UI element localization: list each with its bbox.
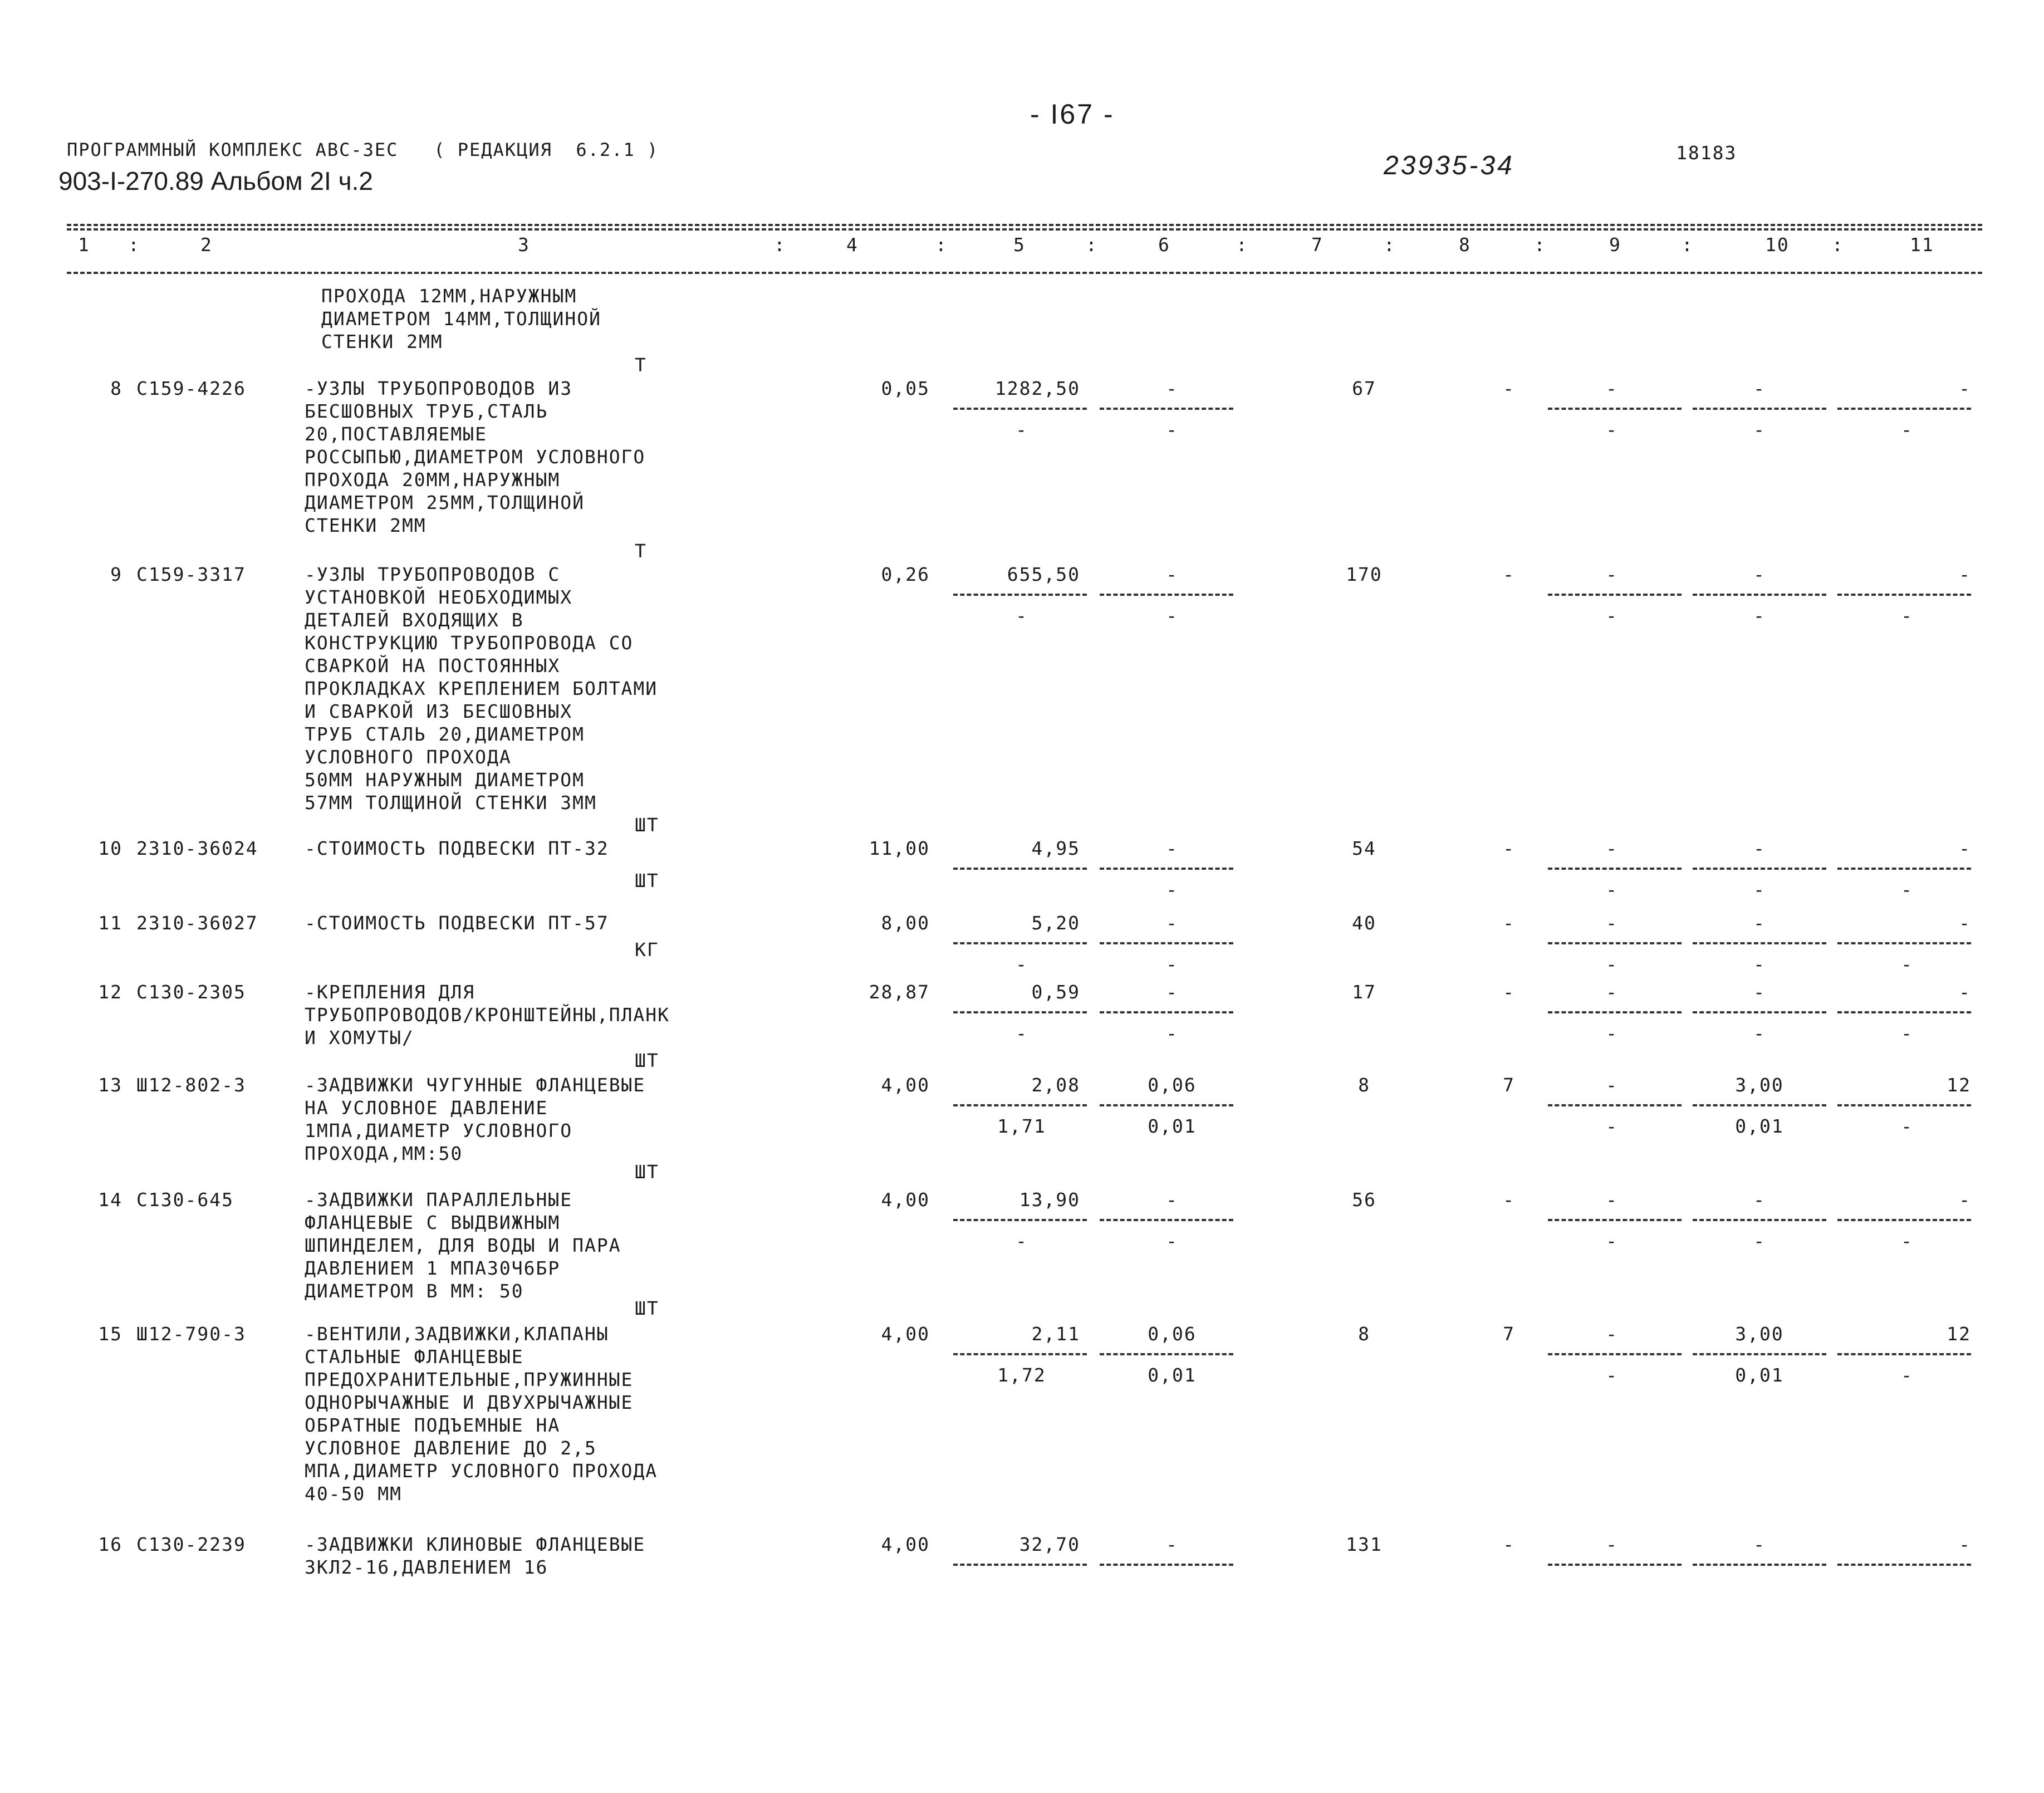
- cell-col10-bottom: 0,01: [1735, 1115, 1784, 1137]
- cell-divider: [953, 942, 1087, 944]
- page-number: - I67 -: [1030, 99, 1115, 130]
- cell-divider: [1100, 408, 1233, 410]
- row-description-line: УСТАНОВКОЙ НЕОБХОДИМЫХ: [305, 586, 573, 608]
- row-unit: Т: [635, 540, 647, 562]
- cell-col11-bottom: -: [1901, 605, 1913, 626]
- cell-col7: 56: [1352, 1189, 1376, 1211]
- cell-divider: [1548, 1353, 1682, 1355]
- cell-divider: [1100, 1353, 1233, 1355]
- row-description-line: НА УСЛОВНОЕ ДАВЛЕНИЕ: [305, 1097, 548, 1119]
- row-description-line: -УЗЛЫ ТРУБОПРОВОДОВ ИЗ: [305, 378, 573, 399]
- cell-col9-top: -: [1606, 1323, 1618, 1345]
- row-description-line: ПРОКЛАДКАХ КРЕПЛЕНИЕМ БОЛТАМИ: [305, 678, 658, 699]
- cell-divider: [1693, 868, 1826, 870]
- cell-col9-top: -: [1606, 981, 1618, 1003]
- cell-col11-top: -: [1959, 837, 1971, 859]
- cell-col11-top: -: [1959, 912, 1971, 934]
- cell-col10-top: -: [1753, 1189, 1766, 1211]
- cell-col8: -: [1503, 564, 1515, 585]
- header-rule-top: [67, 224, 1982, 226]
- cell-col10-bottom: -: [1753, 953, 1766, 975]
- row-description-line: УСЛОВНОЕ ДАВЛЕНИЕ ДО 2,5: [305, 1437, 597, 1459]
- row-description-line: ЗКЛ2-16,ДАВЛЕНИЕМ 16: [305, 1556, 548, 1578]
- cell-col8: -: [1503, 1189, 1515, 1211]
- cell-divider: [953, 1219, 1087, 1221]
- cell-col10-top: 3,00: [1735, 1323, 1784, 1345]
- cell-col5-bottom: -: [1016, 1230, 1028, 1252]
- continuation-line: СТЕНКИ 2ММ: [321, 331, 443, 352]
- cell-col7: 54: [1352, 837, 1376, 859]
- cell-divider: [1837, 1564, 1971, 1566]
- cell-col4: 11,00: [869, 837, 930, 859]
- cell-divider: [1548, 594, 1682, 596]
- header-rule-top-2: [67, 228, 1982, 231]
- column-header-6: 6: [1158, 234, 1170, 256]
- row-unit: ШТ: [635, 814, 659, 836]
- cell-col6-bottom: -: [1166, 419, 1178, 440]
- cell-col6-bottom: -: [1166, 1230, 1178, 1252]
- cell-divider: [1100, 1564, 1233, 1566]
- cell-col7: 131: [1346, 1534, 1383, 1555]
- row-description-line: -СТОИМОСТЬ ПОДВЕСКИ ПТ-57: [305, 912, 609, 934]
- cell-col6-top: -: [1166, 837, 1178, 859]
- cell-divider: [1548, 1564, 1682, 1566]
- cell-col4: 4,00: [881, 1074, 930, 1096]
- row-description-line: -ЗАДВИЖКИ ЧУГУННЫЕ ФЛАНЦЕВЫЕ: [305, 1074, 646, 1096]
- cell-col8: 7: [1503, 1074, 1515, 1096]
- program-header: ПРОГРАММНЫЙ КОМПЛЕКС АВС-3ЕС ( РЕДАКЦИЯ 6.2.1 ): [67, 139, 659, 160]
- row-description-line: КОНСТРУКЦИЮ ТРУБОПРОВОДА СО: [305, 632, 634, 654]
- row-description-line: 40-50 ММ: [305, 1483, 402, 1505]
- row-description-line: БЕСШОВНЫХ ТРУБ,СТАЛЬ: [305, 400, 548, 422]
- cell-col8: -: [1503, 981, 1515, 1003]
- cell-divider: [953, 868, 1087, 870]
- cell-divider: [953, 1564, 1087, 1566]
- cell-col11-top: -: [1959, 378, 1971, 399]
- column-header-separator: :: [128, 234, 140, 256]
- row-description-line: 20,ПОСТАВЛЯЕМЫЕ: [305, 423, 488, 445]
- header-rule-bottom: [67, 272, 1982, 274]
- cell-divider: [1837, 594, 1971, 596]
- cell-col10-top: -: [1753, 912, 1766, 934]
- cell-col9-top: -: [1606, 912, 1618, 934]
- cell-divider: [1100, 594, 1233, 596]
- row-code: Ш12-802-3: [136, 1074, 246, 1096]
- cell-col9-bottom: -: [1606, 1115, 1618, 1137]
- row-description-line: 57ММ ТОЛЩИНОЙ СТЕНКИ 3ММ: [305, 792, 597, 814]
- cell-col5-top: 13,90: [1019, 1189, 1080, 1211]
- cell-divider: [953, 1011, 1087, 1013]
- cell-col5-top: 0,59: [1031, 981, 1080, 1003]
- column-header-separator: :: [1682, 234, 1694, 256]
- cell-col5-bottom: 1,71: [997, 1115, 1046, 1137]
- column-header-1: 1: [78, 234, 90, 256]
- cell-col4: 4,00: [881, 1534, 930, 1555]
- cell-divider: [1693, 408, 1826, 410]
- cell-col11-top: -: [1959, 564, 1971, 585]
- cell-col10-bottom: -: [1753, 879, 1766, 900]
- cell-col6-bottom: 0,01: [1148, 1364, 1197, 1386]
- cell-col11-bottom: -: [1901, 1115, 1913, 1137]
- cell-col11-top: 12: [1947, 1074, 1971, 1096]
- row-description-line: ШПИНДЕЛЕМ, ДЛЯ ВОДЫ И ПАРА: [305, 1234, 621, 1256]
- row-number: 15: [98, 1323, 122, 1345]
- column-header-separator: :: [935, 234, 948, 256]
- cell-col5-top: 655,50: [1007, 564, 1080, 585]
- row-description-line: ДИАМЕТРОМ 25ММ,ТОЛЩИНОЙ: [305, 492, 585, 513]
- cell-col5-bottom: -: [1016, 605, 1028, 626]
- continuation-line: ДИАМЕТРОМ 14ММ,ТОЛЩИНОЙ: [321, 308, 601, 330]
- cell-col8: -: [1503, 912, 1515, 934]
- column-header-2: 2: [200, 234, 213, 256]
- row-code: 2310-36027: [136, 912, 258, 934]
- cell-col5-top: 32,70: [1019, 1534, 1080, 1555]
- cell-col11-top: -: [1959, 981, 1971, 1003]
- cell-col6-bottom: -: [1166, 605, 1178, 626]
- cell-divider: [1693, 1353, 1826, 1355]
- document-code: 18183: [1676, 142, 1737, 164]
- cell-col7: 170: [1346, 564, 1383, 585]
- cell-col6-bottom: -: [1166, 1022, 1178, 1044]
- continuation-line: ПРОХОДА 12ММ,НАРУЖНЫМ: [321, 285, 577, 307]
- row-unit: КГ: [635, 939, 659, 961]
- row-description-line: МПА,ДИАМЕТР УСЛОВНОГО ПРОХОДА: [305, 1460, 658, 1482]
- cell-col4: 28,87: [869, 981, 930, 1003]
- cell-col4: 0,05: [881, 378, 930, 399]
- cell-divider: [1693, 1104, 1826, 1106]
- cell-col10-bottom: 0,01: [1735, 1364, 1784, 1386]
- cell-col5-top: 5,20: [1031, 912, 1080, 934]
- cell-col10-top: -: [1753, 837, 1766, 859]
- row-description-line: ТРУБОПРОВОДОВ/КРОНШТЕЙНЫ,ПЛАНК: [305, 1004, 670, 1026]
- cell-col11-bottom: -: [1901, 1022, 1913, 1044]
- column-header-11: 11: [1910, 234, 1934, 256]
- cell-divider: [1100, 942, 1233, 944]
- row-number: 10: [98, 837, 122, 859]
- column-header-8: 8: [1459, 234, 1471, 256]
- cell-col5-top: 1282,50: [994, 378, 1080, 399]
- cell-divider: [1548, 868, 1682, 870]
- row-code: С130-645: [136, 1189, 234, 1211]
- column-header-10: 10: [1765, 234, 1790, 256]
- cell-col9-top: -: [1606, 1189, 1618, 1211]
- cell-col9-bottom: -: [1606, 1022, 1618, 1044]
- cell-col9-top: -: [1606, 837, 1618, 859]
- row-description-line: -ВЕНТИЛИ,ЗАДВИЖКИ,КЛАПАНЫ: [305, 1323, 609, 1345]
- column-header-5: 5: [1013, 234, 1026, 256]
- row-code: 2310-36024: [136, 837, 258, 859]
- row-number: 11: [98, 912, 122, 934]
- row-description-line: ПРОХОДА,ММ:50: [305, 1143, 463, 1164]
- cell-divider: [953, 1353, 1087, 1355]
- cell-col8: -: [1503, 378, 1515, 399]
- cell-divider: [953, 408, 1087, 410]
- row-unit: ШТ: [635, 1297, 659, 1319]
- cell-col9-top: -: [1606, 378, 1618, 399]
- cell-divider: [1837, 942, 1971, 944]
- row-description-line: ОДНОРЫЧАЖНЫЕ И ДВУХРЫЧАЖНЫЕ: [305, 1392, 634, 1413]
- cell-col6-top: -: [1166, 1189, 1178, 1211]
- row-unit: ШТ: [635, 1050, 659, 1071]
- row-code: С130-2305: [136, 981, 246, 1003]
- row-description-line: -СТОИМОСТЬ ПОДВЕСКИ ПТ-32: [305, 837, 609, 859]
- column-header-3: 3: [518, 234, 530, 256]
- cell-col11-top: 12: [1947, 1323, 1971, 1345]
- row-code: С159-3317: [136, 564, 246, 585]
- cell-col6-top: -: [1166, 564, 1178, 585]
- cell-col6-bottom: 0,01: [1148, 1115, 1197, 1137]
- cell-col6-top: 0,06: [1148, 1074, 1197, 1096]
- column-header-separator: :: [1832, 234, 1844, 256]
- row-description-line: ДИАМЕТРОМ В ММ: 50: [305, 1280, 524, 1302]
- row-description-line: 1МПА,ДИАМЕТР УСЛОВНОГО: [305, 1120, 573, 1142]
- cell-col10-bottom: -: [1753, 605, 1766, 626]
- cell-col5-top: 4,95: [1031, 837, 1080, 859]
- column-header-4: 4: [846, 234, 859, 256]
- cell-col11-bottom: -: [1901, 419, 1913, 440]
- cell-divider: [1693, 1564, 1826, 1566]
- row-description-line: ПРОХОДА 20ММ,НАРУЖНЫМ: [305, 469, 561, 491]
- cell-col10-bottom: -: [1753, 1022, 1766, 1044]
- row-description-line: -КРЕПЛЕНИЯ ДЛЯ: [305, 981, 476, 1003]
- cell-col6-top: -: [1166, 981, 1178, 1003]
- cell-col5-bottom: 1,72: [997, 1364, 1046, 1386]
- row-description-line: И ХОМУТЫ/: [305, 1027, 414, 1049]
- row-number: 14: [98, 1189, 122, 1211]
- cell-col5-bottom: -: [1016, 419, 1028, 440]
- column-header-separator: :: [1384, 234, 1396, 256]
- cell-col7: 8: [1358, 1323, 1370, 1345]
- cell-col6-top: 0,06: [1148, 1323, 1197, 1345]
- cell-col8: -: [1503, 837, 1515, 859]
- cell-col10-bottom: -: [1753, 419, 1766, 440]
- column-header-9: 9: [1609, 234, 1621, 256]
- cell-col11-bottom: -: [1901, 953, 1913, 975]
- cell-col6-bottom: -: [1166, 879, 1178, 900]
- cell-divider: [1548, 408, 1682, 410]
- cell-divider: [1837, 1011, 1971, 1013]
- column-header-separator: :: [1236, 234, 1248, 256]
- row-description-line: -ЗАДВИЖКИ КЛИНОВЫЕ ФЛАНЦЕВЫЕ: [305, 1534, 646, 1555]
- cell-divider: [1693, 594, 1826, 596]
- cell-divider: [1548, 942, 1682, 944]
- row-description-line: СВАРКОЙ НА ПОСТОЯННЫХ: [305, 655, 561, 677]
- cell-divider: [1100, 1011, 1233, 1013]
- cell-col7: 67: [1352, 378, 1376, 399]
- row-code: С130-2239: [136, 1534, 246, 1555]
- cell-col9-bottom: -: [1606, 879, 1618, 900]
- cell-col7: 40: [1352, 912, 1376, 934]
- cell-col11-top: -: [1959, 1189, 1971, 1211]
- row-description-line: ТРУБ СТАЛЬ 20,ДИАМЕТРОМ: [305, 723, 585, 745]
- cell-divider: [1837, 1353, 1971, 1355]
- row-code: С159-4226: [136, 378, 246, 399]
- row-number: 9: [110, 564, 122, 585]
- row-description-line: ДАВЛЕНИЕМ 1 МПА30Ч6БР: [305, 1257, 561, 1279]
- row-code: Ш12-790-3: [136, 1323, 246, 1345]
- cell-divider: [1693, 942, 1826, 944]
- row-unit: Т: [635, 354, 647, 376]
- handwritten-code: 23935-34: [1384, 151, 1514, 180]
- cell-col9-bottom: -: [1606, 1230, 1618, 1252]
- cell-divider: [1837, 1219, 1971, 1221]
- cell-col9-bottom: -: [1606, 605, 1618, 626]
- column-header-7: 7: [1311, 234, 1324, 256]
- cell-col9-bottom: -: [1606, 953, 1618, 975]
- cell-col6-top: -: [1166, 378, 1178, 399]
- cell-col11-top: -: [1959, 1534, 1971, 1555]
- row-description-line: -ЗАДВИЖКИ ПАРАЛЛЕЛЬНЫЕ: [305, 1189, 573, 1211]
- cell-col4: 4,00: [881, 1189, 930, 1211]
- cell-col10-top: -: [1753, 564, 1766, 585]
- cell-col5-top: 2,11: [1031, 1323, 1080, 1345]
- cell-col11-bottom: -: [1901, 1364, 1913, 1386]
- row-description-line: ДЕТАЛЕЙ ВХОДЯЩИХ В: [305, 609, 524, 631]
- cell-col6-top: -: [1166, 1534, 1178, 1555]
- cell-divider: [1100, 868, 1233, 870]
- cell-col6-top: -: [1166, 912, 1178, 934]
- cell-divider: [1548, 1219, 1682, 1221]
- cell-col7: 8: [1358, 1074, 1370, 1096]
- cell-col9-top: -: [1606, 1074, 1618, 1096]
- cell-col8: -: [1503, 1534, 1515, 1555]
- cell-col9-top: -: [1606, 1534, 1618, 1555]
- column-header-separator: :: [1086, 234, 1098, 256]
- cell-col9-bottom: -: [1606, 419, 1618, 440]
- cell-col9-bottom: -: [1606, 1364, 1618, 1386]
- cell-col11-bottom: -: [1901, 879, 1913, 900]
- cell-divider: [1548, 1104, 1682, 1106]
- cell-col8: 7: [1503, 1323, 1515, 1345]
- row-description-line: СТЕНКИ 2ММ: [305, 515, 427, 536]
- row-description-line: УСЛОВНОГО ПРОХОДА: [305, 746, 512, 768]
- row-description-line: ФЛАНЦЕВЫЕ С ВЫДВИЖНЫМ: [305, 1212, 561, 1233]
- cell-col5-top: 2,08: [1031, 1074, 1080, 1096]
- cell-col4: 8,00: [881, 912, 930, 934]
- cell-col4: 4,00: [881, 1323, 930, 1345]
- cell-divider: [1837, 868, 1971, 870]
- row-description-line: 50ММ НАРУЖНЫМ ДИАМЕТРОМ: [305, 769, 585, 791]
- row-number: 16: [98, 1534, 122, 1555]
- row-number: 8: [110, 378, 122, 399]
- row-unit: ШТ: [635, 1161, 659, 1183]
- row-description-line: РОССЫПЬЮ,ДИАМЕТРОМ УСЛОВНОГО: [305, 446, 646, 468]
- cell-divider: [1837, 1104, 1971, 1106]
- cell-col10-bottom: -: [1753, 1230, 1766, 1252]
- row-number: 12: [98, 981, 122, 1003]
- cell-divider: [953, 594, 1087, 596]
- row-description-line: ПРЕДОХРАНИТЕЛЬНЫЕ,ПРУЖИННЫЕ: [305, 1369, 634, 1390]
- cell-divider: [1100, 1219, 1233, 1221]
- row-description-line: ОБРАТНЫЕ ПОДЪЕМНЫЕ НА: [305, 1414, 561, 1436]
- cell-divider: [1548, 1011, 1682, 1013]
- cell-divider: [1693, 1011, 1826, 1013]
- cell-divider: [1837, 408, 1971, 410]
- cell-col10-top: -: [1753, 378, 1766, 399]
- row-number: 13: [98, 1074, 122, 1096]
- cell-col6-bottom: -: [1166, 953, 1178, 975]
- cell-col10-top: -: [1753, 1534, 1766, 1555]
- cell-divider: [1100, 1104, 1233, 1106]
- cell-col10-top: 3,00: [1735, 1074, 1784, 1096]
- row-description-line: -УЗЛЫ ТРУБОПРОВОДОВ С: [305, 564, 561, 585]
- row-description-line: СТАЛЬНЫЕ ФЛАНЦЕВЫЕ: [305, 1346, 524, 1368]
- cell-col11-bottom: -: [1901, 1230, 1913, 1252]
- cell-col9-top: -: [1606, 564, 1618, 585]
- cell-col7: 17: [1352, 981, 1376, 1003]
- project-title: 903-I-270.89 Альбом 2I ч.2: [58, 166, 373, 195]
- row-description-line: И СВАРКОЙ ИЗ БЕСШОВНЫХ: [305, 700, 573, 722]
- column-header-separator: :: [774, 234, 786, 256]
- cell-divider: [953, 1104, 1087, 1106]
- cell-col5-bottom: -: [1016, 1022, 1028, 1044]
- cell-col10-top: -: [1753, 981, 1766, 1003]
- cell-divider: [1693, 1219, 1826, 1221]
- cell-col5-bottom: -: [1016, 953, 1028, 975]
- column-header-separator: :: [1534, 234, 1546, 256]
- row-unit: ШТ: [635, 870, 659, 891]
- cell-col4: 0,26: [881, 564, 930, 585]
